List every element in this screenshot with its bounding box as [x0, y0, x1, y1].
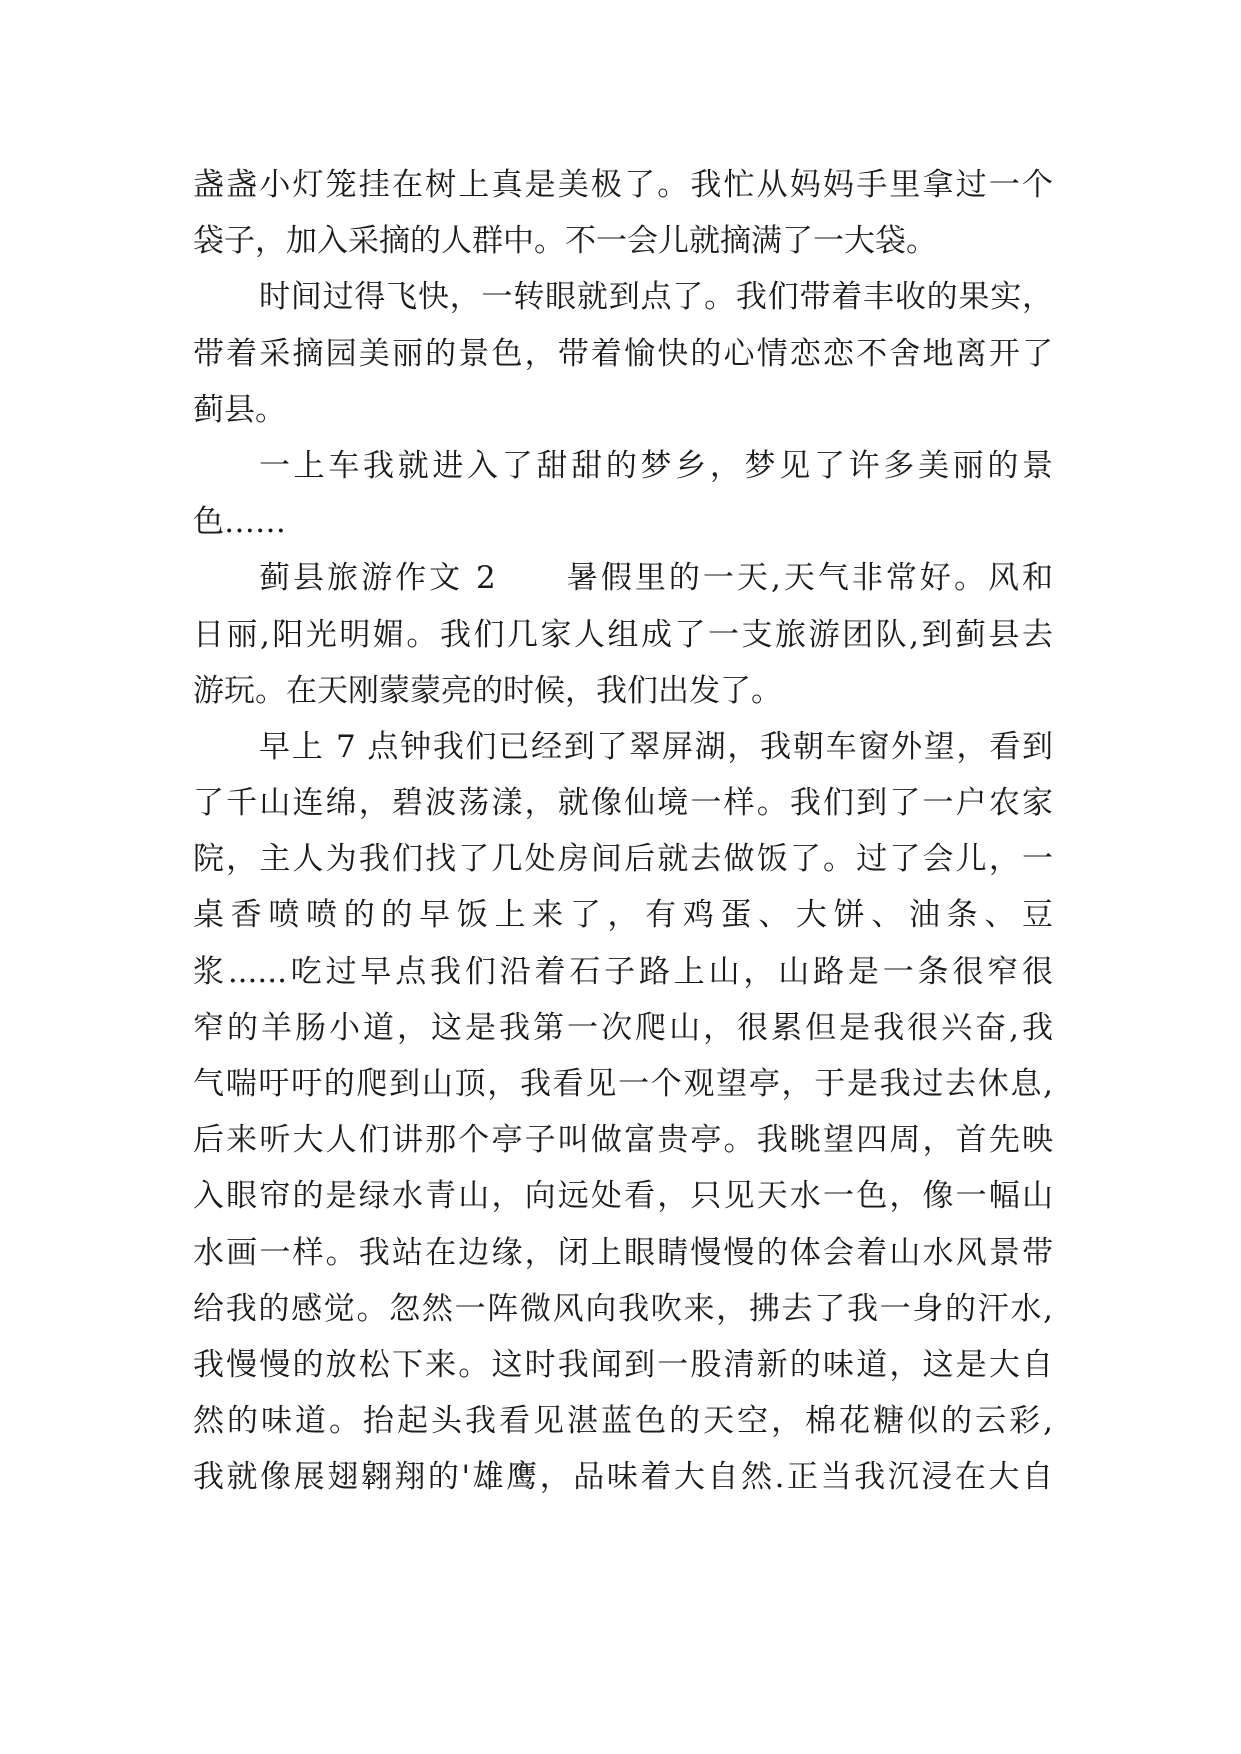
text-line: 一上车我就进入了甜甜的梦乡，梦见了许多美丽的景: [259, 447, 1053, 484]
text-line: 带着采摘园美丽的景色，带着愉快的心情恋恋不舍地离开了: [193, 335, 1053, 372]
text-line: 色……: [193, 504, 286, 541]
text-line: 院，主人为我们找了几处房间后就去做饭了。过了会儿，一: [193, 841, 1053, 878]
text-line: 桌香喷喷的的早饭上来了，有鸡蛋、大饼、油条、豆: [193, 897, 1053, 934]
text-line: 浆......吃过早点我们沿着石子路上山，山路是一条很窄很: [193, 953, 1053, 990]
text-line: 蓟县。: [193, 391, 286, 428]
text-line: 盏盏小灯笼挂在树上真是美极了。我忙从妈妈手里拿过一个: [193, 167, 1053, 203]
text-line: 窄的羊肠小道，这是我第一次爬山，很累但是我很兴奋,我: [193, 1009, 1053, 1046]
text-line: 入眼帘的是绿水青山，向远处看，只见天水一色，像一幅山: [193, 1178, 1053, 1215]
text-line: 给我的感觉。忽然一阵微风向我吹来，拂去了我一身的汗水,: [193, 1290, 1053, 1327]
text-line: 后来听大人们讲那个亭子叫做富贵亭。我眺望四周，首先映: [193, 1122, 1053, 1159]
text-line: 时间过得飞快，一转眼就到点了。我们带着丰收的果实，: [259, 279, 1053, 316]
text-line: 了千山连绵，碧波荡漾，就像仙境一样。我们到了一户农家: [193, 785, 1053, 822]
document-body: [193, 157, 1053, 1506]
text-line: 我就像展翅翱翔的'雄鹰，品味着大自然.正当我沉浸在大自: [193, 1459, 1053, 1496]
text-line: 袋子，加入采摘的人群中。不一会儿就摘满了一大袋。: [193, 223, 937, 260]
text-line: 游玩。在天刚蒙蒙亮的时候，我们出发了。: [193, 672, 782, 709]
text-line: 然的味道。抬起头我看见湛蓝色的天空，棉花糖似的云彩,: [193, 1403, 1053, 1440]
text-line: 蓟县旅游作文 2 暑假里的一天,天气非常好。风和: [259, 560, 1053, 597]
text-line: 日丽,阳光明媚。我们几家人组成了一支旅游团队,到蓟县去: [193, 616, 1053, 653]
text-line: 水画一样。我站在边缘，闭上眼睛慢慢的体会着山水风景带: [193, 1234, 1053, 1271]
text-line: 早上 7 点钟我们已经到了翠屏湖，我朝车窗外望，看到: [259, 728, 1053, 765]
text-line: 我慢慢的放松下来。这时我闻到一股清新的味道，这是大自: [193, 1346, 1053, 1383]
text-line: 气喘吁吁的爬到山顶，我看见一个观望亭，于是我过去休息,: [193, 1066, 1053, 1102]
